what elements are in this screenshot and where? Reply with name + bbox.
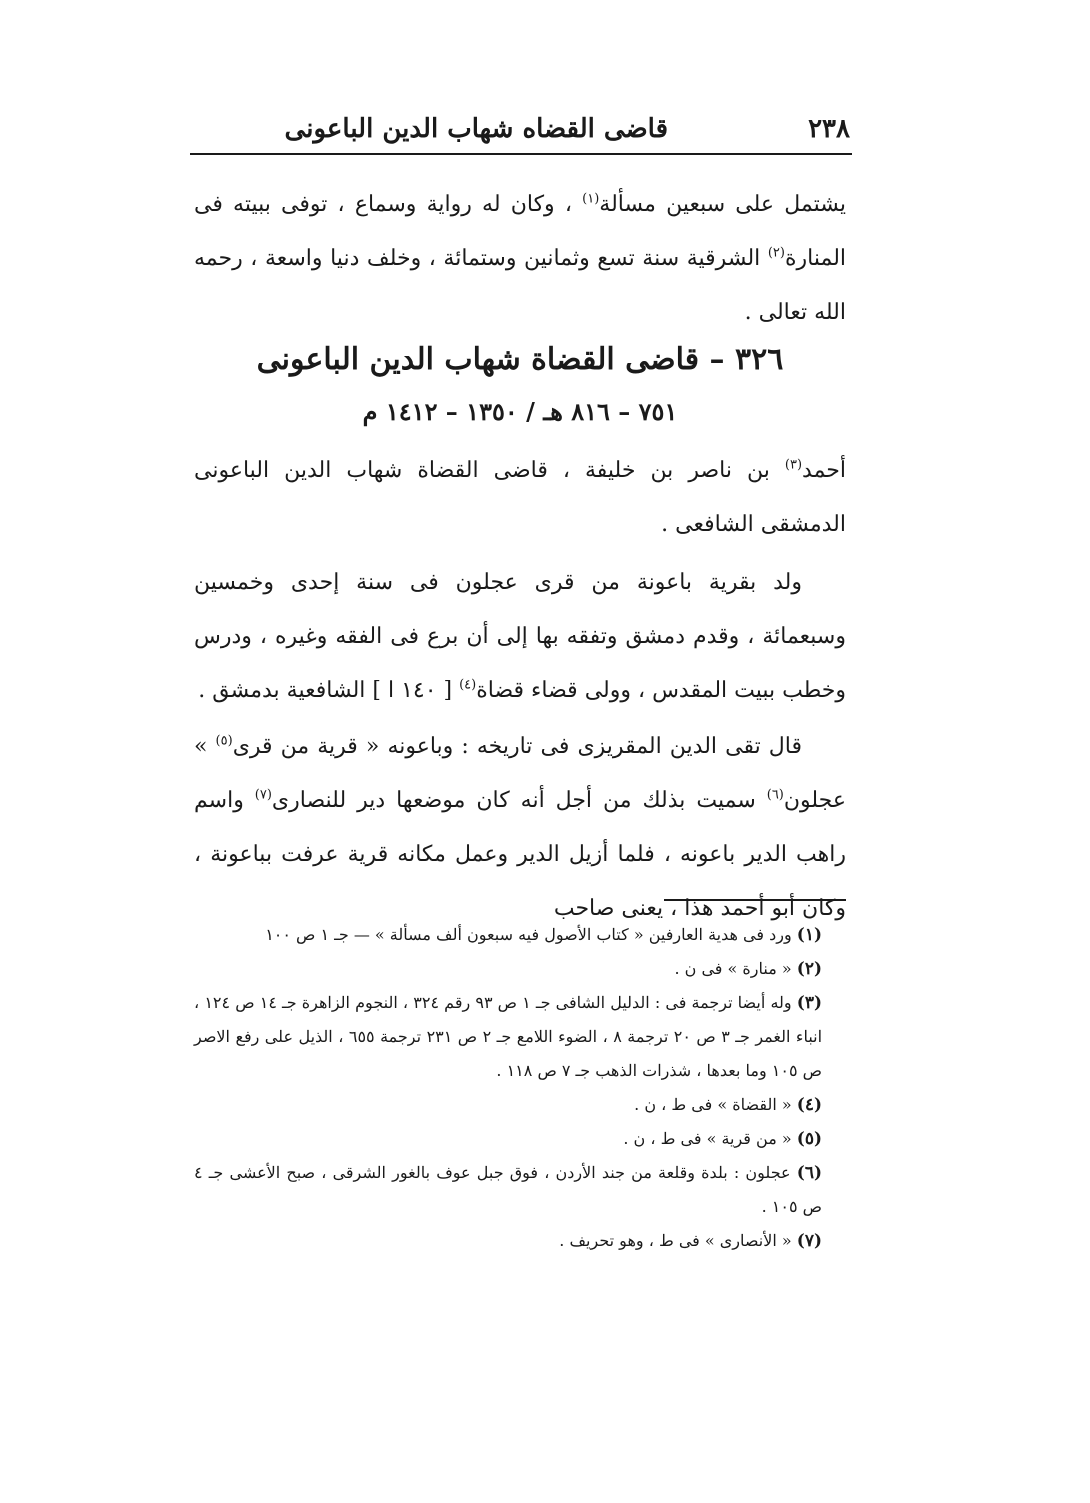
continuation-text-1: يشتمل على سبعين مسألة (599, 192, 846, 217)
footnote-2 (194, 952, 846, 986)
continuation-paragraph (194, 178, 846, 340)
footnote-number: (٧) (796, 1231, 822, 1251)
footnote-5 (194, 1122, 846, 1156)
footnote-number: (٥) (796, 1129, 822, 1149)
footnote-7 (194, 1224, 846, 1258)
footnote-text: « الأنصارى » فى ط ، وهو تحريف . (559, 1231, 792, 1250)
paragraph-birth (194, 556, 846, 718)
header-rule (190, 153, 852, 155)
entry-heading: ٣٢٦ – قاضى القضاة شهاب الدين الباعونى (256, 342, 784, 377)
footnote-number: (٦) (796, 1163, 822, 1183)
footnote-marker-6: (٦) (766, 787, 784, 803)
footnote-marker-4: (٤) (459, 677, 477, 693)
footnote-text: عجلون : بلدة وقلعة من جند الأردن ، فوق جبل عوف بالغور الشرقى ، صبح الأعشى جـ ٤ ص ١٠٥ . (194, 1163, 822, 1216)
footnote-marker-3: (٣) (784, 457, 803, 473)
footnote-marker-1: (١) (582, 191, 600, 207)
continuation-text-3: الشرقية سنة تسع وثمانين وستمائة ، وخلف دنيا واسعة ، رحمه الله تعالى . (194, 246, 846, 325)
footnote-4 (194, 1088, 846, 1122)
footnote-number: (٤) (796, 1095, 822, 1115)
footnote-1 (194, 918, 846, 952)
footnote-rule (664, 899, 846, 901)
footnote-text: « من قرية » فى ط ، ن . (623, 1129, 792, 1148)
paragraph-maqrizi (194, 720, 846, 936)
paragraph-1-text-2: بن ناصر بن خليفة ، قاضى القضاة شهاب الدين الباعونى الدمشقى الشافعى . (194, 458, 846, 537)
footnote-text: ورد فى هدية العارفين « كتاب الأصول فيه سبعون ألف مسألة » — جـ ١ ص ١٠٠ (265, 925, 792, 944)
paragraph-3-text-4: واسم راهب الدير باعونه ، فلما أزيل الدير وعمل مكانه قرية عرفت بباعونة ، وكان أبو أحمد هذا ، يعنى صاحب (194, 788, 846, 921)
footnote-text: « القضاة » فى ط ، ن . (634, 1095, 792, 1114)
entry-dates: ٧٥١ – ٨١٦ هـ / ١٣٥٠ – ١٤١٢ م (362, 397, 678, 426)
continuation-text-2: ، وكان له رواية وسماع ، توفى ببيته فى المنارة (194, 192, 847, 271)
page-header (190, 110, 850, 152)
page-number: ٢٣٨ (808, 114, 850, 144)
footnote-number: (١) (796, 925, 822, 945)
paragraph-name (194, 444, 846, 552)
running-title: قاضى القضاه شهاب الدين الباعونى (284, 114, 668, 144)
paragraph-3-text-2: » عجلون (194, 734, 847, 813)
footnote-marker-2: (٢) (767, 245, 785, 261)
paragraph-3-text-3: سميت بذلك من أجل أنه كان موضعها دير للنصارى (271, 788, 756, 813)
footnote-number: (٣) (796, 993, 823, 1013)
footnote-3 (194, 986, 846, 1088)
paragraph-2-text-2: [ ١٤٠ ا ] الشافعية بدمشق . (198, 678, 453, 703)
footnote-marker-5: (٥) (215, 733, 233, 749)
footnote-text: وله أيضا ترجمة فى : الدليل الشافى جـ ١ ص ٩٣ رقم ٣٢٤ ، النجوم الزاهرة جـ ١٤ ص ١٢٤ ، انباء الغمر جـ ٣ ص ٢٠ ترجمة ٨ ، الضوء اللامع جـ ٢ ص ٢٣١ ترجمة ٦٥٥ ، الذيل على رفع الاصر ص ١٠٥ وما بعدها ، شذرات الذهب جـ ٧ ص ١١٨ . (194, 993, 823, 1080)
footnotes (194, 918, 846, 1258)
footnote-marker-7: (٧) (254, 787, 272, 803)
paragraph-2-text-1: ولد بقرية باعونة من قرى عجلون فى سنة إحدى وخمسين وسبعمائة ، وقدم دمشق وتفقه بها إلى أن برع فى الفقه وغيره ، ودرس وخطب ببيت المقدس ، وولى قضاء قضاة (194, 570, 846, 703)
footnote-6 (194, 1156, 846, 1224)
paragraph-3-text-1: قال تقى الدين المقريزى فى تاريخه : وباعونه « قرية من قرى (232, 734, 802, 759)
paragraph-1-text-1: أحمد (802, 458, 846, 483)
footnote-number: (٢) (796, 959, 822, 979)
footnote-text: « منارة » فى ن . (674, 959, 792, 978)
